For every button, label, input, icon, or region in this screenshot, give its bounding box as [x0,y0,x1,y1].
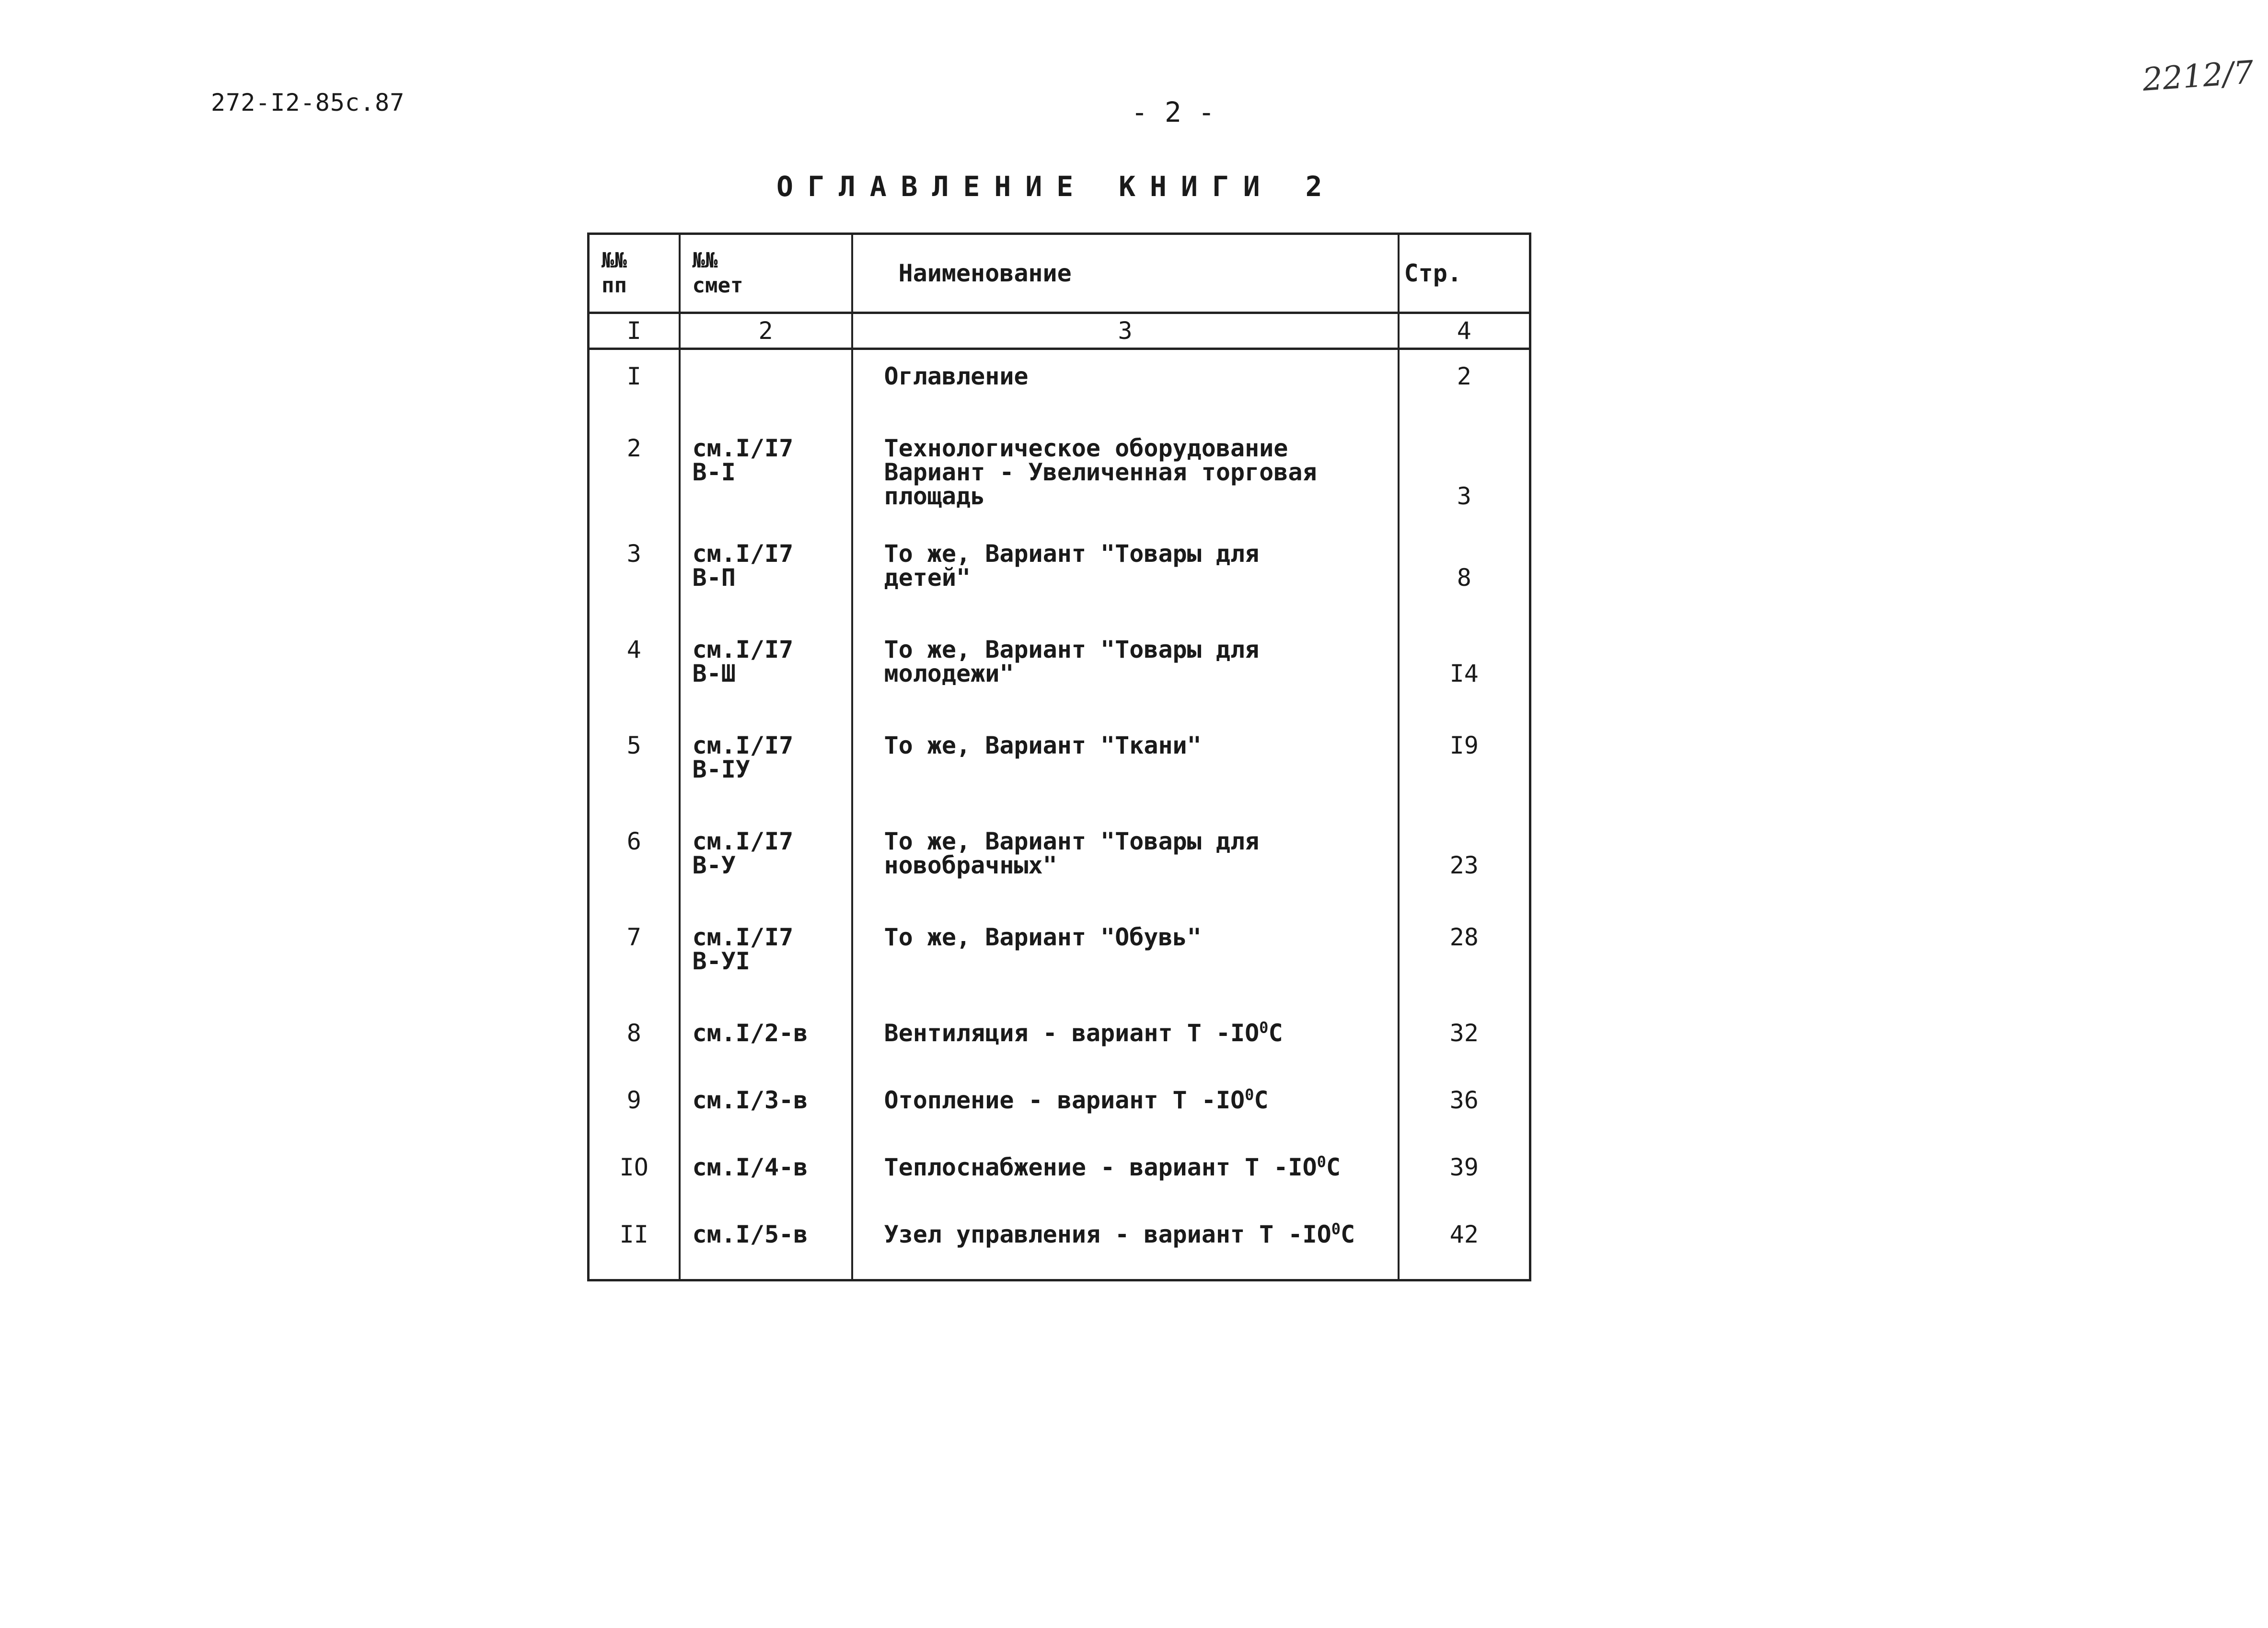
column-number-3: 3 [852,313,1399,349]
row-code-line2: В-IУ [692,756,750,783]
header-col-code [680,234,852,313]
table-row [589,623,1530,719]
row-page: I9 [1399,719,1530,815]
row-code-line1: см.I/I7 [692,540,794,568]
row-code-line2: В-УI [692,947,750,975]
row-number: I [589,349,680,422]
row-code: см.I/4-в [680,1141,852,1208]
row-code [680,719,852,815]
row-number: II [589,1208,680,1280]
row-page: 32 [1399,1007,1530,1074]
table-row [589,1074,1530,1141]
table-header-row [589,234,1530,313]
row-name-line3: площадь [884,482,985,510]
row-name [852,527,1399,623]
row-name-line1: То же, Вариант "Товары для [884,636,1260,663]
header-col1-line2: пп [602,273,627,298]
row-code-line2: В-П [692,564,736,592]
row-code [680,422,852,527]
row-page: 39 [1399,1141,1530,1208]
table-row [589,911,1530,1007]
row-number: 2 [589,422,680,527]
row-name [852,911,1399,1007]
row-name-line1: То же, Вариант "Ткани" [884,732,1202,759]
header-col2-line1: №№ [692,248,718,273]
row-code-line1: см.I/I7 [692,636,794,663]
row-code [680,911,852,1007]
column-number-4: 4 [1399,313,1530,349]
header-col-number [589,234,680,313]
table-row [589,719,1530,815]
column-number-1: I [589,313,680,349]
table-row [589,815,1530,911]
row-name-line2: детей" [884,564,971,592]
row-name [852,422,1399,527]
row-page: 28 [1399,911,1530,1007]
row-page: 2 [1399,349,1530,422]
header-col3: Наименование [898,259,1072,287]
row-name-line1: То же, Вариант "Обувь" [884,923,1202,951]
row-name: Оглавление [852,349,1399,422]
document-code: 272-I2-85с.87 [211,89,405,116]
row-name-line2: новобрачных" [884,851,1057,879]
header-col4: Стр. [1404,259,1462,287]
row-name: Отопление - вариант Т $-IO^0С$ [852,1074,1399,1141]
row-code: см.I/5-в [680,1208,852,1280]
row-number: 4 [589,623,680,719]
row-page: 36 [1399,1074,1530,1141]
row-number: 3 [589,527,680,623]
degree-superscript: 0 [1245,1085,1254,1104]
row-name-line1: То же, Вариант "Товары для [884,540,1260,568]
row-code [680,527,852,623]
row-name: Узел управления - вариант Т $-IO^0С$ [852,1208,1399,1280]
row-code: см.I/2-в [680,1007,852,1074]
row-name [852,815,1399,911]
degree-superscript: 0 [1317,1152,1326,1171]
row-number: 5 [589,719,680,815]
row-name-line2: молодежи" [884,660,1014,687]
row-name: Теплоснабжение - вариант Т $-IO^0С$ [852,1141,1399,1208]
page-title: ОГЛАВЛЕНИЕ КНИГИ 2 [776,170,1337,203]
degree-superscript: 0 [1331,1220,1341,1238]
row-name-line2: Вариант - Увеличенная торговая [884,458,1317,486]
row-code [680,623,852,719]
table-row [589,349,1530,422]
row-name [852,719,1399,815]
table-row [589,1007,1530,1074]
row-number: 8 [589,1007,680,1074]
table-row [589,1208,1530,1280]
row-code-line1: см.I/I7 [692,923,794,951]
row-number: IO [589,1141,680,1208]
row-code-line1: см.I/I7 [692,827,794,855]
page-number: - 2 - [1131,96,1215,128]
degree-superscript: 0 [1259,1018,1269,1037]
row-page: 8 [1399,527,1530,623]
header-col-name [852,234,1399,313]
row-name-line1: То же, Вариант "Товары для [884,827,1260,855]
row-page: 3 [1399,422,1530,527]
row-code [680,349,852,422]
row-code-line1: см.I/I7 [692,434,794,462]
header-col-page [1399,234,1530,313]
row-number: 7 [589,911,680,1007]
row-page: I4 [1399,623,1530,719]
table-row [589,1141,1530,1208]
row-code: см.I/3-в [680,1074,852,1141]
row-code-line1: см.I/I7 [692,732,794,759]
column-number-2: 2 [680,313,852,349]
table-row [589,422,1530,527]
header-col2-line2: смет [692,273,743,298]
row-name: Вентиляция - вариант Т $-IO^0С$ [852,1007,1399,1074]
row-code-line2: В-I [692,458,736,486]
table-row [589,527,1530,623]
toc-table [587,233,1531,1281]
row-name [852,623,1399,719]
header-col1-line1: №№ [602,248,627,273]
column-number-row [589,313,1530,349]
row-code-line2: В-Ш [692,660,736,687]
row-name-line1: Технологическое оборудование [884,434,1288,462]
row-page: 42 [1399,1208,1530,1280]
row-code-line2: В-У [692,851,736,879]
row-code [680,815,852,911]
handwritten-note: 2212/7 [2141,53,2255,99]
row-page: 23 [1399,815,1530,911]
row-number: 6 [589,815,680,911]
row-number: 9 [589,1074,680,1141]
